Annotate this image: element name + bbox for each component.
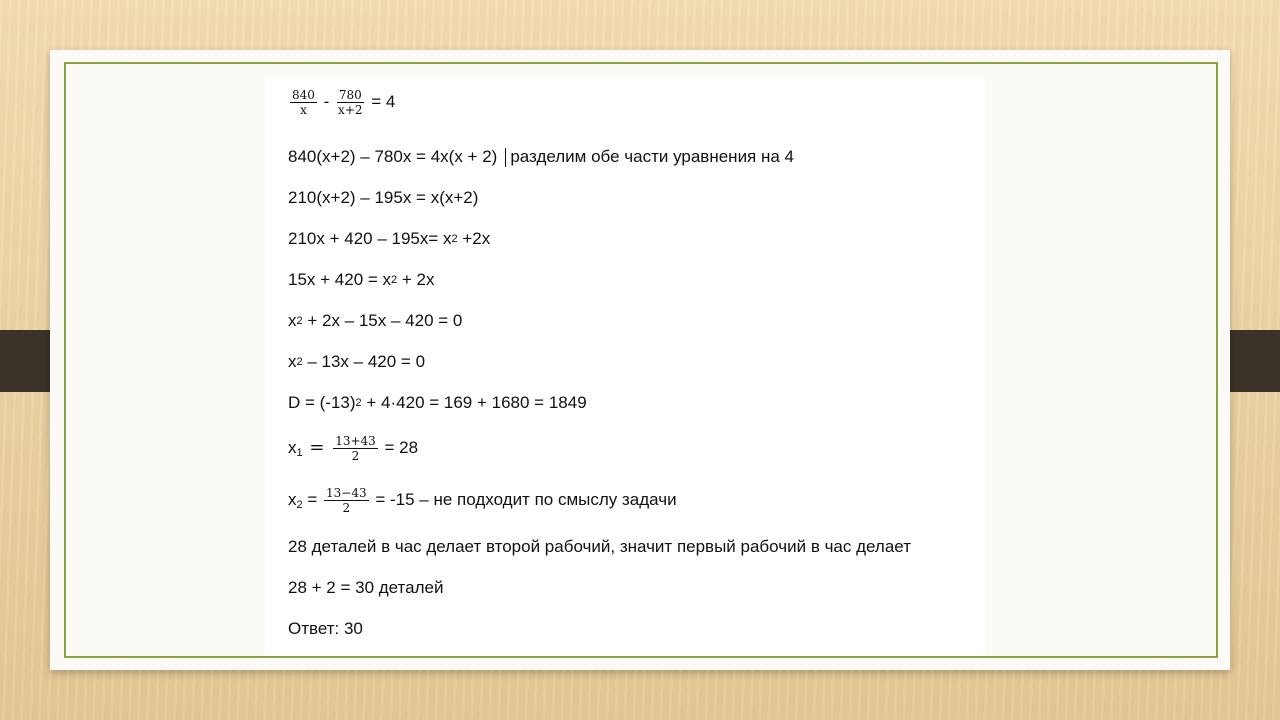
conclusion-line: 28 деталей в час делает второй рабочий, значит первый рабочий в час делает (288, 537, 911, 556)
fraction-numerator: 780 (338, 88, 362, 102)
equals-sign: = (309, 437, 325, 458)
equation-line-7 (288, 352, 425, 374)
calculation-line: 28 + 2 = 30 деталей (288, 578, 444, 597)
equation-part-a: D = (-13) (288, 393, 356, 412)
fraction-denominator: x+2 (338, 103, 363, 117)
discriminant-line (288, 393, 587, 415)
equation-part-a: 210x + 420 – 195x= x (288, 229, 452, 248)
exponent: 2 (355, 397, 362, 409)
equation-part-a: x (288, 352, 297, 371)
solution-content (265, 78, 985, 656)
subscript: 2 (296, 499, 303, 511)
fraction-denominator: 2 (342, 501, 351, 516)
exponent: 2 (296, 315, 303, 327)
equation-line-5 (288, 270, 435, 292)
fraction-denominator: 2 (351, 449, 360, 464)
divider-bar (505, 148, 506, 167)
equation-part-b: + 2x – 15x – 420 = 0 (302, 311, 463, 330)
root-x1-line (288, 430, 418, 468)
subscript: 1 (296, 447, 303, 459)
root-variable: x (288, 438, 297, 457)
root-value: = -15 – не подходит по смыслу задачи (375, 490, 677, 509)
fraction-780-x2 (336, 88, 364, 117)
equation-part-a: x (288, 311, 297, 330)
equation-line-4 (288, 229, 490, 251)
equation-line-6 (288, 311, 462, 333)
equals-sign: = (307, 490, 318, 509)
fraction-denominator: x (300, 103, 307, 117)
fraction-840-x (290, 88, 317, 117)
fraction-numerator: 13−43 (326, 486, 367, 501)
slide (50, 50, 1230, 670)
fraction-numerator: 840 (292, 88, 315, 102)
equation-part-b: +2x (457, 229, 491, 248)
equation-part-b: – 13x – 420 = 0 (302, 352, 426, 371)
fraction-x2 (324, 486, 369, 515)
equation-line-3: 210(x+2) – 195x = x(x+2) (288, 188, 479, 207)
equation-rest: = 4 (371, 91, 396, 111)
equation-line-2 (288, 147, 794, 167)
root-x2-line (288, 482, 677, 520)
equation-note: разделим обе части уравнения на 4 (510, 147, 795, 166)
root-value: = 28 (384, 438, 419, 457)
root-variable: x (288, 490, 297, 509)
answer-line: Ответ: 30 (288, 619, 363, 638)
equation-part-b: + 2x (397, 270, 435, 289)
equation-part-b: + 4·420 = 169 + 1680 = 1849 (361, 393, 587, 412)
equation-line-1 (288, 88, 395, 117)
minus-sign: - (323, 91, 330, 111)
exponent: 2 (451, 233, 458, 245)
fraction-numerator: 13+43 (335, 434, 376, 449)
equation-text: 840(x+2) – 780x = 4x(x + 2) (288, 147, 498, 166)
exponent: 2 (296, 356, 303, 368)
exponent: 2 (391, 274, 398, 286)
fraction-x1 (333, 434, 378, 463)
equation-part-a: 15x + 420 = x (288, 270, 392, 289)
